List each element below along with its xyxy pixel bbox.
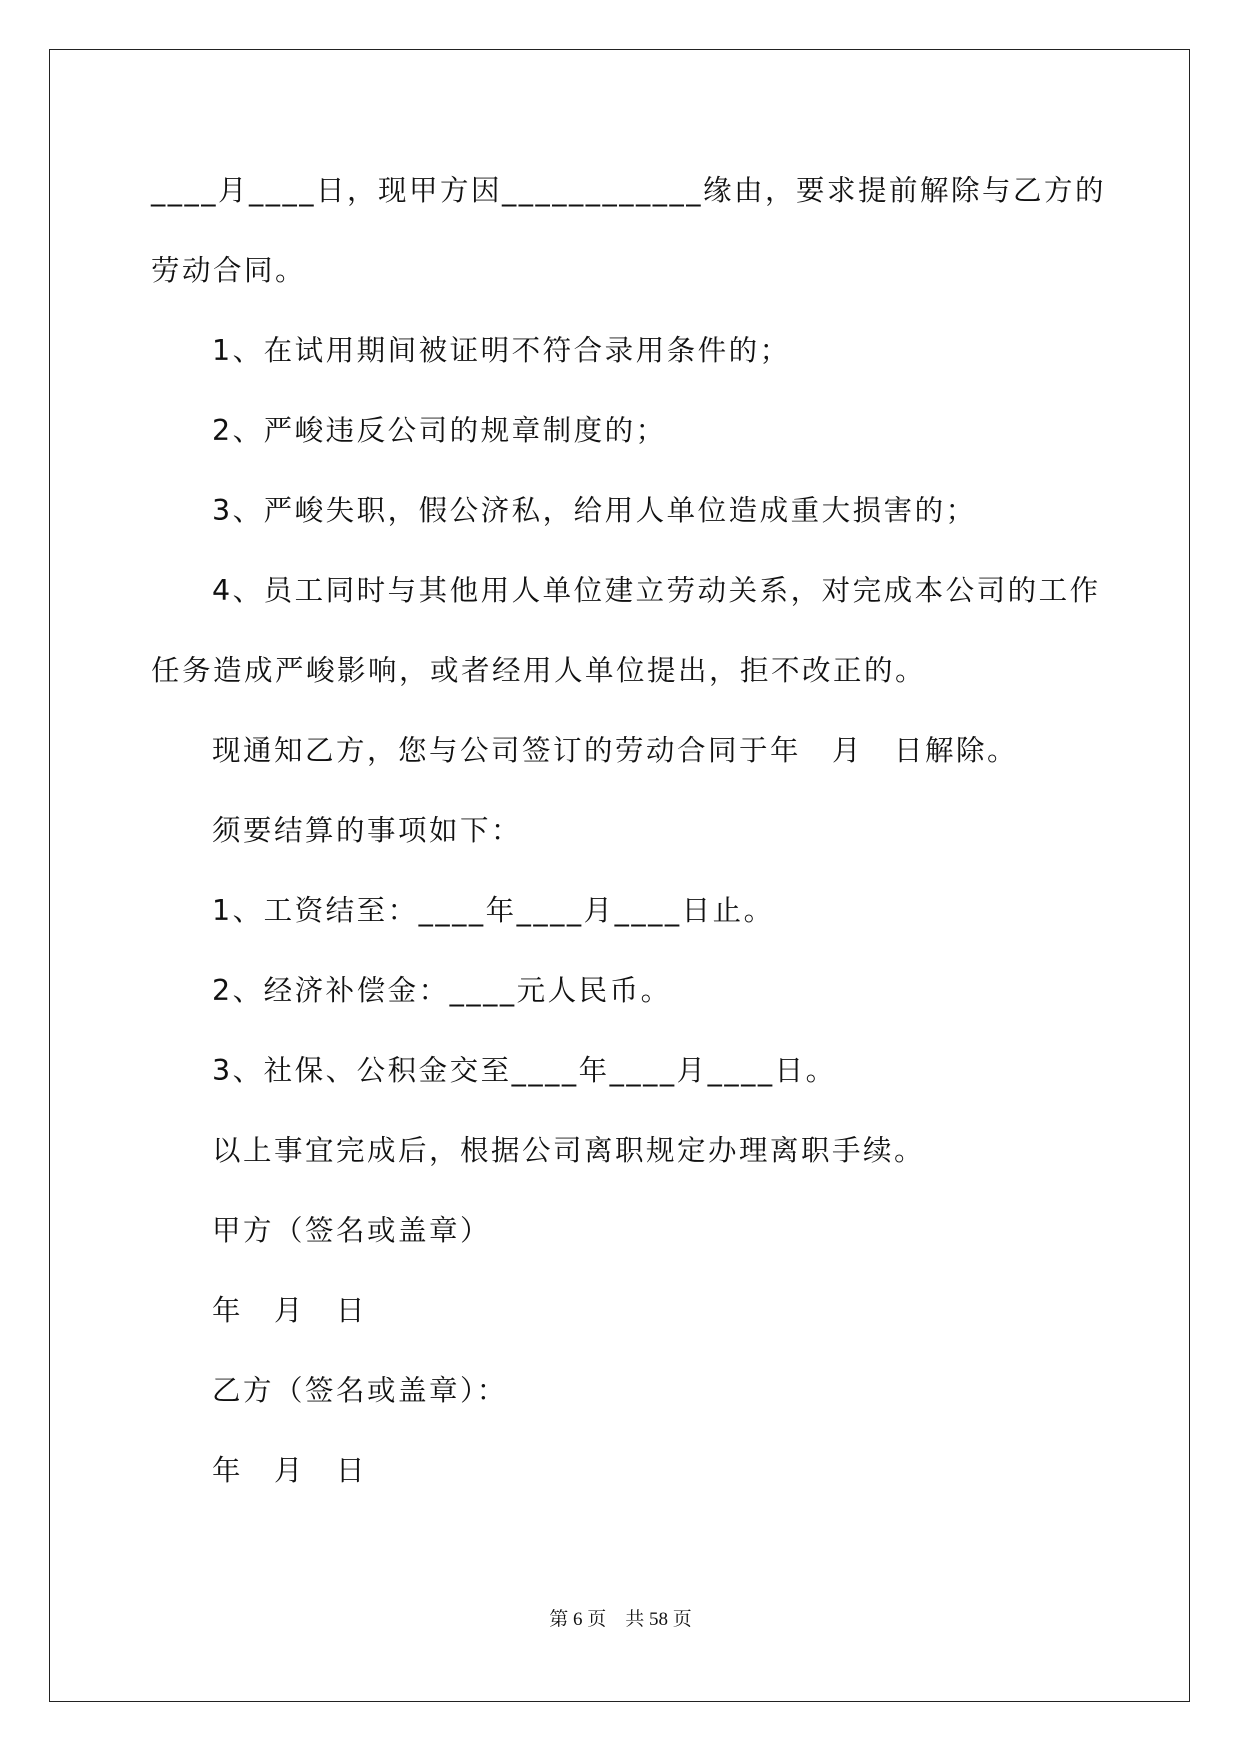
list-item: 1、工资结至：____年____月____日止。	[212, 894, 775, 927]
paragraph-line: 以上事宜完成后，根据公司离职规定办理离职手续。	[212, 1134, 926, 1167]
list-item: 3、社保、公积金交至____年____月____日。	[212, 1054, 837, 1087]
paragraph-line: 须要结算的事项如下：	[212, 814, 523, 847]
list-item: 3、严峻失职，假公济私，给用人单位造成重大损害的；	[212, 494, 977, 527]
date-line-party-b: 年 月 日	[212, 1454, 368, 1487]
paragraph-line: 现通知乙方，您与公司签订的劳动合同于年 月 日解除。	[212, 734, 1019, 767]
page-number: 第 6 页 共 58 页	[549, 1609, 692, 1630]
paragraph-line: 劳动合同。	[151, 254, 307, 287]
list-item: 1、在试用期间被证明不符合录用条件的；	[212, 334, 791, 367]
signature-label-party-a: 甲方（签名或盖章）	[212, 1214, 492, 1247]
list-item: 4、员工同时与其他用人单位建立劳动关系，对完成本公司的工作	[212, 574, 1101, 607]
paragraph-line: 任务造成严峻影响，或者经用人单位提出，拒不改正的。	[151, 654, 927, 687]
signature-label-party-b: 乙方（签名或盖章）：	[212, 1374, 508, 1407]
list-item: 2、经济补偿金：____元人民币。	[212, 974, 672, 1007]
list-item: 2、严峻违反公司的规章制度的；	[212, 414, 667, 447]
date-line-party-a: 年 月 日	[212, 1294, 368, 1327]
paragraph-line: ____月____日，现甲方因____________缘由，要求提前解除与乙方的	[151, 174, 1107, 207]
